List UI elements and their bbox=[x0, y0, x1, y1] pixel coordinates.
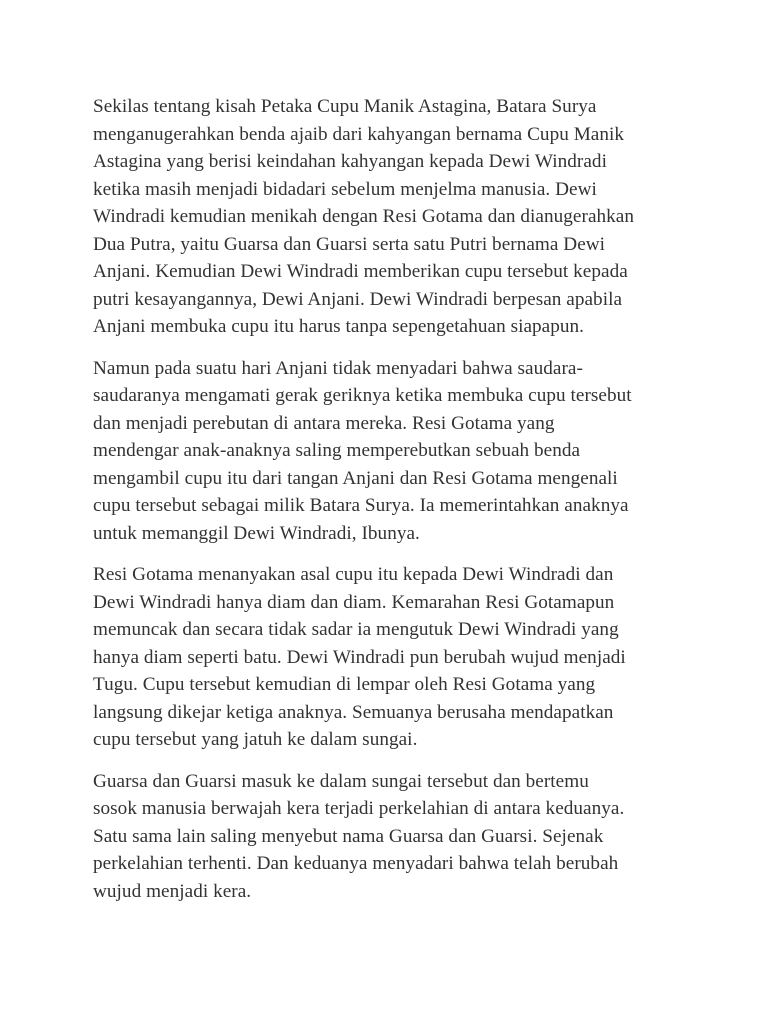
text-line: Sekilas tentang kisah Petaka Cupu Manik Astagina, Batara Surya bbox=[93, 96, 597, 117]
text-line: langsung dikejar ketiga anaknya. Semuanya berusaha mendapatkan bbox=[93, 701, 614, 723]
text-line: memuncak dan secara tidak sadar ia mengutuk Dewi Windradi yang bbox=[93, 619, 619, 640]
text-line: Astagina yang berisi keindahan kahyangan kepada Dewi Windradi bbox=[93, 151, 607, 172]
text-line: dan menjadi perebutan di antara mereka. Resi Gotama yang bbox=[93, 412, 555, 434]
text-line: Anjani membuka cupu itu harus tanpa sepengetahuan siapapun. bbox=[93, 316, 585, 337]
text-line: Namun pada suatu hari Anjani tidak menyadari bahwa saudara- bbox=[93, 357, 583, 379]
text-line: Satu sama lain saling menyebut nama Guarsa dan Guarsi. Sejenak bbox=[93, 825, 604, 847]
document-page bbox=[93, 93, 693, 919]
text-line: menganugerahkan benda ajaib dari kahyangan bernama Cupu Manik bbox=[93, 123, 625, 145]
text-line: Tugu. Cupu tersebut kemudian di lempar oleh Resi Gotama yang bbox=[93, 674, 596, 695]
text-line: Resi Gotama menanyakan asal cupu itu kepada Dewi Windradi dan bbox=[93, 564, 614, 585]
text-line: ketika masih menjadi bidadari sebelum menjelma manusia. Dewi bbox=[93, 178, 597, 200]
text-line: putri kesayangannya, Dewi Anjani. Dewi Windradi berpesan apabila bbox=[93, 288, 623, 310]
paragraph-4 bbox=[93, 768, 693, 906]
paragraph-1 bbox=[93, 93, 693, 341]
text-line: hanya diam seperti batu. Dewi Windradi pun berubah wujud menjadi bbox=[93, 646, 626, 668]
text-line: Windradi kemudian menikah dengan Resi Gotama dan dianugerahkan bbox=[93, 206, 635, 227]
text-line: Guarsa dan Guarsi masuk ke dalam sungai tersebut dan bertemu bbox=[93, 770, 589, 792]
text-line: Dua Putra, yaitu Guarsa dan Guarsi serta satu Putri bernama Dewi bbox=[93, 233, 606, 255]
text-line: cupu tersebut yang jatuh ke dalam sungai. bbox=[93, 729, 418, 750]
text-line: mengambil cupu itu dari tangan Anjani dan Resi Gotama mengenali bbox=[93, 467, 618, 489]
paragraph-2 bbox=[93, 355, 693, 548]
text-line: saudaranya mengamati gerak geriknya ketika membuka cupu tersebut bbox=[93, 385, 632, 406]
text-line: wujud menjadi kera. bbox=[93, 880, 252, 902]
text-line: Dewi Windradi hanya diam dan diam. Kemarahan Resi Gotamapun bbox=[93, 591, 615, 613]
paragraph-3 bbox=[93, 561, 693, 754]
text-line: untuk memanggil Dewi Windradi, Ibunya. bbox=[93, 522, 420, 544]
text-line: perkelahian terhenti. Dan keduanya menyadari bahwa telah berubah bbox=[93, 853, 619, 874]
text-line: cupu tersebut sebagai milik Batara Surya. Ia memerintahkan anaknya bbox=[93, 495, 629, 516]
text-line: Anjani. Kemudian Dewi Windradi memberikan cupu tersebut kepada bbox=[93, 261, 628, 282]
text-line: mendengar anak-anaknya saling memperebutkan sebuah benda bbox=[93, 440, 581, 461]
text-line: sosok manusia berwajah kera terjadi perkelahian di antara keduanya. bbox=[93, 798, 625, 819]
